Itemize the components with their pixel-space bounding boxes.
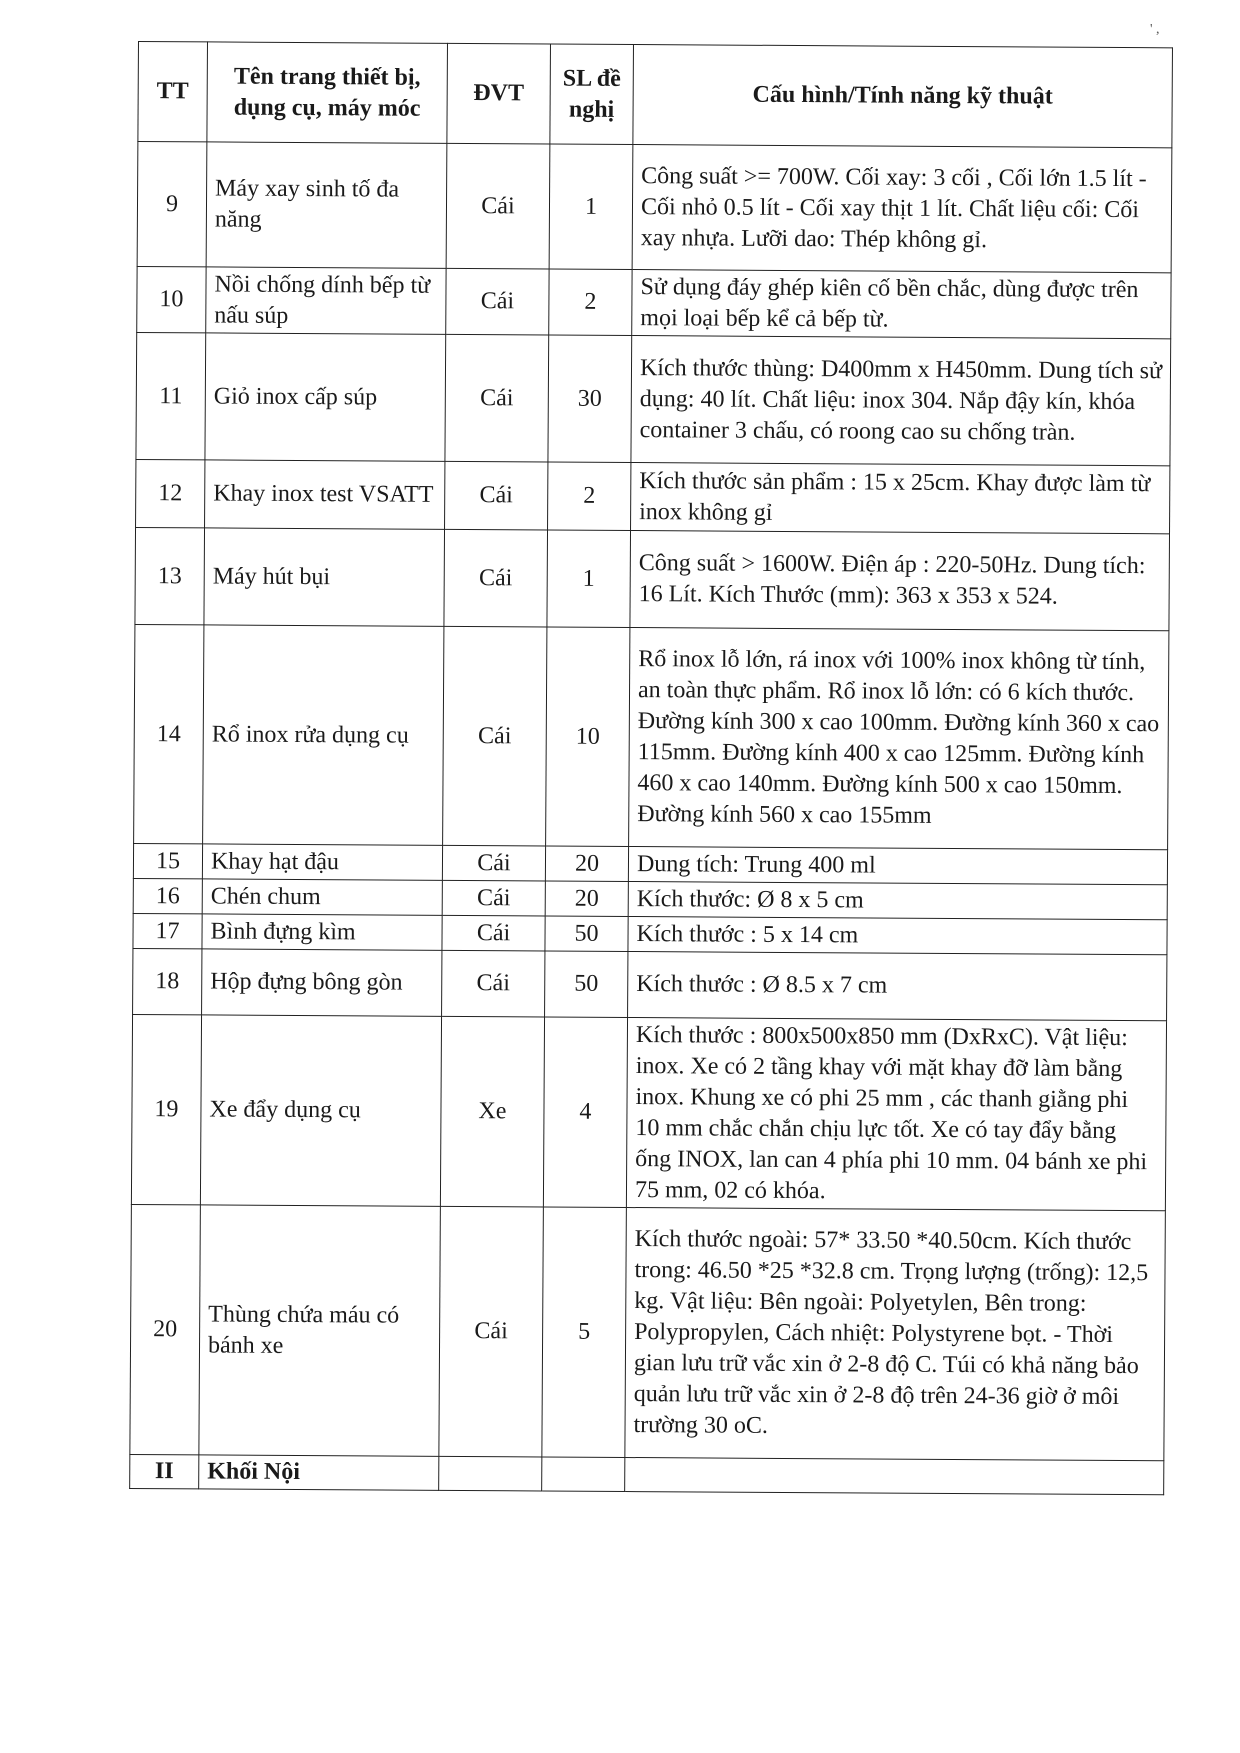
section-name: Khối Nội [199, 1455, 439, 1490]
row-name: Khay hạt đậu [202, 844, 442, 880]
table-row [135, 527, 1170, 630]
row-spec: Công suất > 1600W. Điện áp : 220-50Hz. Dung tích: 16 Lít. Kích Thước (mm): 363 x 353 x 524. [630, 531, 1170, 631]
scan-corner-mark: ' , [1150, 22, 1160, 37]
row-unit: Cái [442, 880, 545, 916]
row-qty: 4 [543, 1017, 627, 1208]
header-unit: ĐVT [447, 43, 551, 144]
row-spec: Kích thước thùng: D400mm x H450mm. Dung tích sử dụng: 40 lít. Chất liệu: inox 304. Nắp đậy kín, khóa container 3 chấu, có roong cao su chống tràn. [631, 336, 1171, 466]
row-qty: 50 [545, 916, 628, 952]
row-spec: Rổ inox lỗ lớn, rá inox với 100% inox không từ tính, an toàn thực phẩm. Rổ inox lỗ lớn: có 6 kích thước. Đường kính 300 x cao 100mm. Đường kính 360 x cao 115mm. Đường kính 400 x cao 125mm. Đường kính 460 x cao 140mm. Đường kính 500 x cao 150mm. Đường kính 560 x cao 155mm [629, 628, 1169, 850]
table-row [136, 332, 1171, 465]
row-tt: 16 [133, 878, 202, 913]
row-qty: 1 [547, 530, 631, 628]
row-tt: 11 [136, 332, 206, 459]
row-tt: 15 [133, 843, 202, 878]
table-row [130, 1204, 1166, 1460]
row-unit: Cái [446, 268, 549, 335]
row-qty: 20 [545, 846, 628, 882]
row-spec: Công suất >= 700W. Cối xay: 3 cối , Cối lớn 1.5 lít - Cối nhỏ 0.5 lít - Cối xay thịt 1 lít. Chất liệu cối: Cối xay nhựa. Lưỡi dao: Thép không gỉ. [632, 145, 1172, 273]
row-name: Hộp đựng bông gòn [202, 949, 442, 1016]
row-name: Máy xay sinh tố đa năng [206, 142, 447, 268]
row-spec: Kích thước sản phẩm : 15 x 25cm. Khay được làm từ inox không gỉ [631, 463, 1170, 534]
row-unit: Cái [443, 626, 547, 846]
header-qty: SL đề nghị [550, 44, 634, 145]
row-tt: 18 [133, 948, 202, 1014]
row-spec: Dung tích: Trung 400 ml [628, 847, 1167, 885]
row-name: Xe đẩy dụng cụ [200, 1015, 441, 1206]
row-name: Giỏ inox cấp súp [205, 333, 446, 461]
row-tt: 10 [137, 266, 206, 332]
row-name: Thùng chứa máu có bánh xe [199, 1205, 441, 1456]
section-qty-empty [542, 1457, 625, 1492]
row-name: Rổ inox rửa dụng cụ [203, 625, 444, 845]
row-spec: Sử dụng đáy ghép kiên cố bền chắc, dùng được trên mọi loại bếp kể cả bếp từ. [632, 270, 1171, 339]
section-unit-empty [439, 1456, 542, 1491]
row-name: Bình đựng kìm [202, 914, 442, 950]
row-tt: 20 [130, 1204, 201, 1454]
row-qty: 5 [542, 1207, 627, 1458]
section-spec-empty [625, 1458, 1164, 1495]
table-row [136, 459, 1170, 533]
table-row [133, 948, 1167, 1020]
row-unit: Cái [445, 334, 549, 462]
equipment-table [129, 41, 1173, 1495]
row-spec: Kích thước: Ø 8 x 5 cm [628, 882, 1167, 920]
row-qty: 1 [549, 144, 633, 270]
row-unit: Cái [446, 143, 550, 269]
row-qty: 10 [546, 627, 630, 847]
header-name: Tên trang thiết bị, dụng cụ, máy móc [207, 42, 448, 143]
row-spec: Kích thước : 800x500x850 mm (DxRxC). Vật liệu: inox. Xe có 2 tầng khay với mặt khay đỡ làm bằng inox. Khung xe có phi 25 mm , các thanh giằng phi 10 mm chắc chắn chịu lực tốt. Xe có tay đẩy bằng ống INOX, lan can 4 phía phi 10 mm. 04 bánh xe phi 75 mm, 02 có khóa. [626, 1018, 1166, 1211]
header-spec: Cấu hình/Tính năng kỹ thuật [633, 45, 1173, 148]
table-row [131, 1014, 1166, 1210]
table-row [134, 624, 1169, 849]
row-unit: Cái [444, 529, 548, 627]
row-unit: Cái [442, 845, 545, 881]
table-row [137, 266, 1171, 338]
section-row [130, 1454, 1164, 1494]
row-unit: Cái [442, 950, 545, 1017]
row-spec: Kích thước ngoài: 57* 33.50 *40.50cm. Kích thước trong: 46.50 *25 *32.8 cm. Trọng lượng (trống): 12,5 kg. Vật liệu: Bên ngoài: Polyetylen, Bên trong: Polypropylen, Cách nhiệt: Polystyrene bọt. - Thời gian lưu trữ vắc xin ở 2-8 độ C. Túi có khả năng bảo quản lưu trữ vắc xin ở 2-8 độ trên 24-36 giờ ở môi trường 30 oC. [625, 1208, 1166, 1461]
row-name: Máy hút bụi [204, 528, 445, 626]
row-qty: 30 [548, 335, 632, 463]
row-unit: Cái [442, 915, 545, 951]
row-name: Chén chum [202, 879, 442, 915]
row-qty: 2 [549, 269, 632, 336]
header-tt: TT [138, 42, 208, 142]
row-tt: 9 [137, 142, 207, 267]
row-name: Khay inox test VSATT [205, 460, 445, 529]
row-name: Nồi chống dính bếp từ nấu súp [206, 267, 446, 334]
row-unit: Cái [445, 461, 548, 530]
row-tt: 17 [133, 913, 202, 948]
row-tt: 12 [136, 459, 205, 527]
row-spec: Kích thước : Ø 8.5 x 7 cm [628, 952, 1167, 1021]
row-unit: Cái [439, 1206, 544, 1457]
row-spec: Kích thước : 5 x 14 cm [628, 917, 1167, 955]
row-qty: 20 [545, 881, 628, 917]
row-tt: 13 [135, 527, 205, 624]
header-row [138, 42, 1173, 148]
row-tt: 19 [131, 1014, 201, 1204]
table-row [137, 142, 1172, 273]
row-tt: 14 [134, 624, 204, 843]
row-qty: 50 [545, 951, 628, 1018]
section-tt: II [130, 1454, 199, 1488]
row-unit: Xe [440, 1016, 544, 1207]
row-qty: 2 [548, 462, 631, 531]
